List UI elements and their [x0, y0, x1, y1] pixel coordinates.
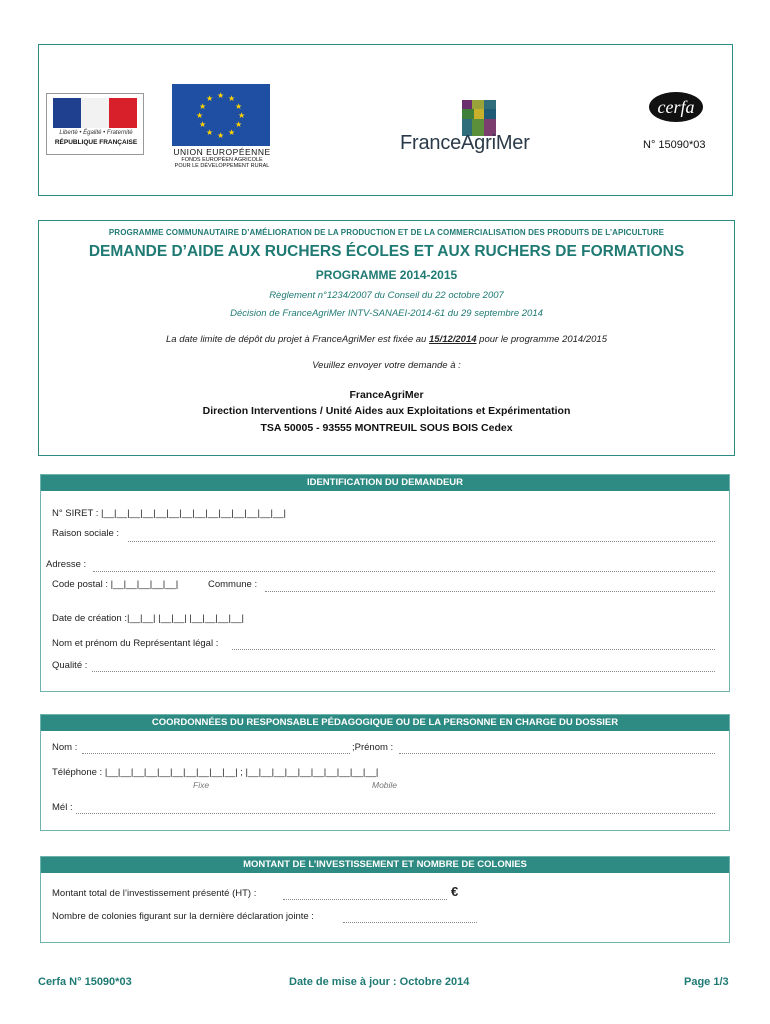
- qualite-label: Qualité :: [52, 660, 88, 671]
- cerfa-number: N° 15090*03: [643, 139, 706, 151]
- deadline-text: [38, 334, 735, 345]
- eu-title: UNION EUROPÉENNE: [173, 147, 271, 157]
- eu-flag-icon: ★ ★ ★ ★ ★ ★ ★ ★ ★ ★ ★ ★: [172, 84, 270, 146]
- form-subtitle: PROGRAMME 2014-2015: [315, 268, 458, 282]
- colonies-label: Nombre de colonies figurant sur la dernière déclaration jointe :: [52, 911, 314, 922]
- raison-sociale-input[interactable]: [128, 540, 715, 542]
- eu-sub-1: FONDS EUROPÉEN AGRICOLE: [181, 157, 263, 163]
- euro-symbol: €: [451, 884, 459, 899]
- prenom-input[interactable]: [399, 752, 715, 754]
- form-title: DEMANDE D’AIDE AUX RUCHERS ÉCOLES ET AUX RUCHERS DE FORMATIONS: [88, 243, 685, 260]
- qualite-input[interactable]: [92, 670, 715, 672]
- montant-heading: MONTANT DE L’INVESTISSEMENT ET NOMBRE DE COLONIES: [41, 857, 729, 873]
- date-creation-field[interactable]: Date de création :|__|__| |__|__| |__|__|__|__|: [52, 613, 244, 624]
- nom-label: Nom :: [52, 742, 78, 753]
- identification-heading: IDENTIFICATION DU DEMANDEUR: [41, 475, 729, 491]
- representant-input[interactable]: [232, 648, 715, 650]
- commune-label: Commune :: [208, 579, 258, 590]
- telephone-fixe-label: Fixe: [193, 780, 210, 790]
- french-flag-icon: [53, 98, 137, 128]
- republique-name: RÉPUBLIQUE FRANÇAISE: [54, 139, 138, 146]
- code-postal-field[interactable]: Code postal : |__|__|__|__|__|: [52, 579, 179, 590]
- address-line-1: FranceAgriMer: [349, 389, 424, 401]
- send-instruction: Veuillez envoyer votre demande à :: [312, 360, 461, 371]
- franceagrimer-logo-text: FranceAgriMer: [400, 132, 530, 154]
- republique-motto: Liberté • Égalité • Fraternité: [59, 130, 133, 136]
- deadline-pre: La date limite de dépôt du projet à FranceAgriMer est fixée au: [166, 334, 429, 345]
- montant-label: Montant total de l’investissement présenté (HT) :: [52, 888, 257, 899]
- eu-sub-2: POUR LE DÉVELOPPEMENT RURAL: [174, 163, 270, 169]
- coordonnees-heading: COORDONNÉES DU RESPONSABLE PÉDAGOGIQUE OU DE LA PERSONNE EN CHARGE DU DOSSIER: [41, 715, 729, 731]
- mel-label: Mél :: [52, 802, 73, 813]
- decision-reference: Décision de FranceAgriMer INTV-SANAEI-2014-61 du 29 septembre 2014: [230, 308, 543, 319]
- montant-input[interactable]: [283, 898, 447, 900]
- telephone-field[interactable]: Téléphone : |__|__|__|__|__|__|__|__|__|__| ; |__|__|__|__|__|__|__|__|__|__|: [52, 767, 379, 778]
- address-line-3: TSA 50005 - 93555 MONTREUIL SOUS BOIS Cedex: [260, 422, 513, 434]
- regulation-reference: Règlement n°1234/2007 du Conseil du 22 octobre 2007: [269, 290, 504, 301]
- cerfa-logo: cerfa: [649, 92, 703, 122]
- mel-input[interactable]: [76, 812, 715, 814]
- nom-input[interactable]: [82, 752, 350, 754]
- address-line-2: Direction Interventions / Unité Aides aux Exploitations et Expérimentation: [202, 405, 571, 417]
- telephone-mobile-label: Mobile: [372, 780, 398, 790]
- eu-caption: [170, 147, 274, 169]
- franceagrimer-mark-icon: [462, 100, 496, 136]
- adresse-input[interactable]: [93, 570, 715, 572]
- republique-francaise-logo: [46, 93, 144, 155]
- deadline-date: 15/12/2014: [428, 334, 477, 345]
- representant-label: Nom et prénom du Représentant légal :: [52, 638, 219, 649]
- deadline-post: pour le programme 2014/2015: [476, 334, 607, 345]
- adresse-label: Adresse :: [46, 559, 87, 570]
- raison-sociale-label: Raison sociale :: [52, 528, 120, 539]
- prenom-label: ;Prénom :: [352, 742, 394, 753]
- programme-line: PROGRAMME COMMUNAUTAIRE D’AMÉLIORATION DE LA PRODUCTION ET DE LA COMMERCIALISATION DES PRODUITS DE L’APICULTURE: [108, 228, 665, 237]
- footer-page: Page 1/3: [684, 976, 729, 988]
- footer-update: Date de mise à jour : Octobre 2014: [289, 976, 470, 988]
- siret-field[interactable]: N° SIRET : |__|__|__|__|__|__|__|__|__|__|__|__|__|__|: [52, 508, 286, 519]
- footer-cerfa: Cerfa N° 15090*03: [38, 976, 132, 988]
- colonies-input[interactable]: [343, 921, 477, 923]
- commune-input[interactable]: [265, 590, 715, 592]
